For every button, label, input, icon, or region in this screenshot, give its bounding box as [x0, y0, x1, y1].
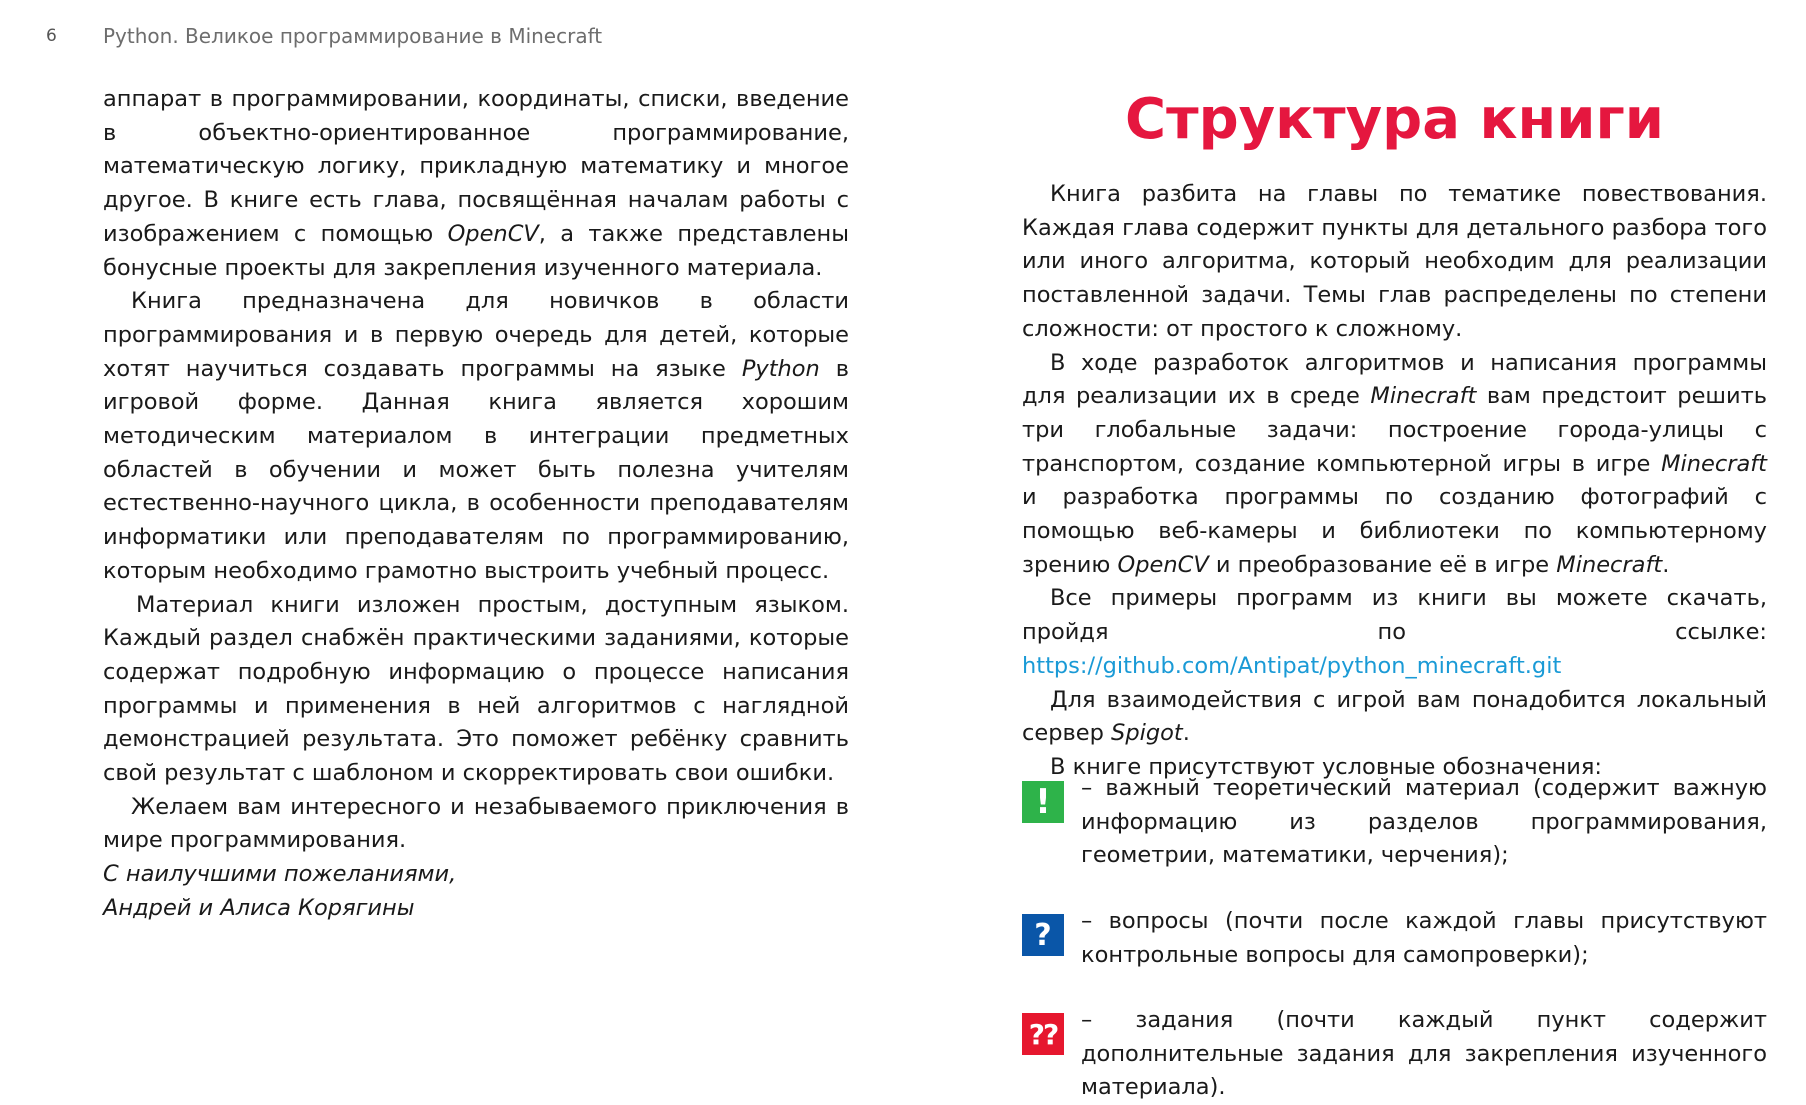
paragraph: Желаем вам интересного и незабываемого приключения в мире программирования.: [103, 793, 849, 854]
text-italic: OpenCV: [447, 220, 539, 247]
text: В ходе разработок алгоритмов и написания программы для реализации их в среде: [1022, 349, 1767, 410]
text: , а также представлены бонусные проекты для закрепления изученного материала.: [103, 220, 849, 281]
question-icon: ?: [1022, 914, 1064, 956]
section-title: Структура книги: [1125, 87, 1664, 152]
running-head: Python. Великое программирование в Minecraft: [103, 24, 603, 48]
paragraph: [103, 285, 849, 588]
paragraph: В книге присутствуют условные обозначения:: [1050, 753, 1603, 780]
left-column: [103, 83, 849, 926]
paragraph: [1022, 347, 1767, 583]
exclamation-icon: !: [1022, 781, 1064, 823]
text-italic: Python: [741, 355, 820, 382]
double-question-icon: ??: [1022, 1013, 1064, 1055]
text: и преобразование её в игре: [1208, 551, 1557, 578]
text: Все примеры программ из книги вы можете скачать, пройдя по ссылке:: [1022, 585, 1767, 646]
page-number: 6: [46, 26, 57, 46]
text: аппарат в программировании, координаты, списки, введение в объектно-ориентированное программирование, математическую логику, прикладную математику и многое другое. В книге есть глава, посвящённая началам работы с изображением с помощью: [103, 86, 849, 247]
text-italic: Minecraft: [1556, 551, 1663, 578]
text: и разработка программы по созданию фотографий с помощью веб-камеры и библиотеки по компьютерному зрению: [1022, 484, 1767, 578]
right-column: [1022, 178, 1767, 785]
text: вам предстоит решить три глобальные задачи: построение города-улицы с транспортом, создание компьютерной игры в игре: [1022, 383, 1768, 477]
paragraph: [1022, 684, 1767, 751]
text-italic: Spigot: [1111, 720, 1183, 747]
text-italic: Minecraft: [1661, 450, 1767, 477]
github-link[interactable]: https://github.com/Antipat/python_minecraft.git: [1022, 652, 1562, 679]
text: в игровой форме. Данная книга является хорошим методическим материалом в интеграции предметных областей в обучении и может быть полезна учителям естественно-научного цикла, в особенности преподавателям информатики или преподавателям по программированию, которым необходимо грамотно выстроить учебный процесс.: [103, 355, 849, 584]
text-italic: Minecraft: [1370, 383, 1477, 410]
paragraph: [1022, 582, 1767, 683]
text: .: [1182, 720, 1190, 747]
signature-line: С наилучшими пожеланиями,: [103, 861, 457, 888]
text: Для взаимодействия с игрой вам понадобится локальный сервер: [1022, 686, 1767, 747]
text: Книга предназначена для новичков в области программирования и в первую очередь для детей, которые хотят научиться создавать программы на языке: [103, 288, 849, 382]
legend-text: – задания (почти каждый пункт содержит дополнительные задания для закрепления изученного материала).: [1081, 1007, 1767, 1101]
signature-authors: Андрей и Алиса Корягины: [103, 894, 415, 921]
paragraph: [103, 83, 849, 285]
text: .: [1662, 551, 1670, 578]
legend-text: – важный теоретический материал (содержит важную информацию из разделов программирования, геометрии, математики, черчения);: [1081, 775, 1767, 869]
legend-text: – вопросы (почти после каждой главы присутствуют контрольные вопросы для самопроверки);: [1081, 908, 1767, 968]
text-italic: OpenCV: [1117, 551, 1209, 578]
paragraph: Книга разбита на главы по тематике повествования. Каждая глава содержит пункты для детального разбора того или иного алгоритма, который необходим для реализации поставленной задачи. Темы глав распределены по степени сложности: от простого к сложному.: [1022, 181, 1767, 342]
paragraph: Материал книги изложен простым, доступным языком. Каждый раздел снабжён практическими заданиями, которые содержат подробную информацию о процессе написания программы и применения в ней алгоритмов с наглядной демонстрацией результата. Это поможет ребёнку сравнить свой результат с шаблоном и скорректировать свои ошибки.: [103, 591, 849, 787]
